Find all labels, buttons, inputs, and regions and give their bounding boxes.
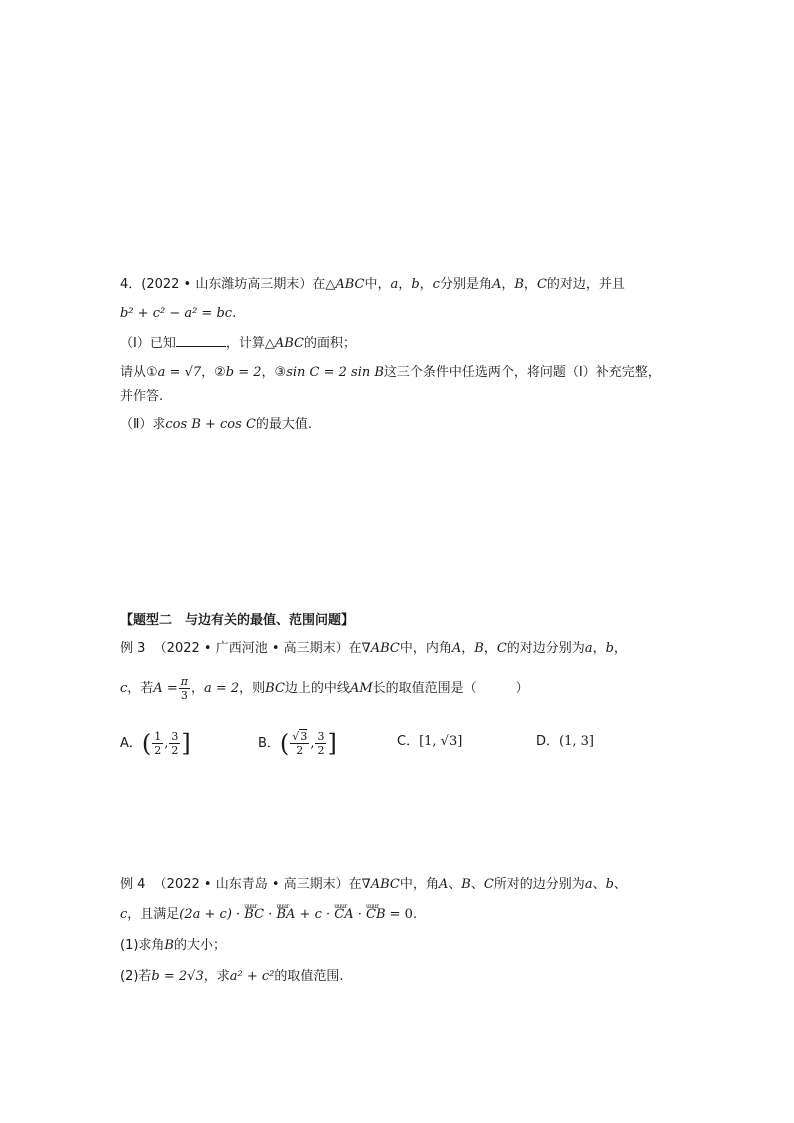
ex3-mid: 中，内角	[399, 641, 452, 656]
q4-tail: 分别是角	[439, 277, 492, 292]
ex4-mid: 中，角	[399, 877, 439, 892]
ex4-q2-prefix: (2)若	[120, 969, 152, 984]
q4-eq: b² + c² − a² = bc	[120, 306, 233, 321]
ex3-line2-prefix: ，若	[127, 681, 154, 696]
q4-cond3-prefix: ，③	[261, 365, 287, 380]
q4-part2-suffix: 的最大值.	[255, 417, 313, 432]
q4-b: b	[411, 277, 420, 292]
ex4-c: c	[120, 907, 128, 922]
ex4-line2-end: .	[412, 907, 418, 922]
q4-part1-prefix: （Ⅰ）已知	[120, 336, 176, 351]
q4-part1-tri: △ABC	[264, 336, 304, 351]
ex4-q1-prefix: (1)求角	[120, 938, 165, 953]
q4-equation: b² + c² − a² = bc.	[120, 306, 237, 321]
ex4-q2-end: 的取值范围.	[274, 969, 344, 984]
q4-part1-end: 的面积；	[304, 336, 357, 351]
ex4-vector-equation: (2a + c) · uuur BC · uuur BA + c · uuur CA · uuur CB = 0	[179, 907, 413, 922]
ex3-a: a	[584, 641, 593, 656]
q4-a: a	[390, 277, 399, 292]
q4-cond-suffix: 这三个条件中任选两个，将问题（Ⅰ）补充完整，	[383, 365, 661, 380]
ex3-pi-fraction: $\frac{\pi}{3}$	[180, 675, 188, 702]
option-d-value: (1, 3]	[559, 734, 594, 749]
ex4-q1-end: 的大小；	[173, 938, 226, 953]
ex3-cond-A: A =	[153, 681, 178, 696]
ex3-c: c	[120, 681, 128, 696]
ex3-am: AM	[349, 681, 373, 696]
ex3-source: （2022 • 广西河池 • 高三期末）在	[153, 641, 362, 656]
q4-A: A	[491, 277, 502, 292]
ex4-line1: 例 4 （2022 • 山东青岛 • 高三期末）在∇ABC中，角A、B、C所对的边分别为a、b、	[120, 877, 627, 892]
q4-triangle: △ABC	[325, 277, 365, 292]
ex4-tri: ∇ABC	[361, 877, 400, 892]
q4-cond1: a = √7	[157, 365, 202, 380]
q4-part1	[120, 332, 356, 354]
ex4-b: b	[605, 877, 614, 892]
q4-part2	[120, 415, 312, 435]
q4-end: 的对边，并且	[546, 277, 625, 292]
ex3-bc: BC	[265, 681, 285, 696]
option-c-value: [1, √3]	[419, 734, 463, 749]
q4-part2-prefix: （Ⅱ）求	[120, 417, 166, 432]
option-b-label: B．	[258, 736, 280, 751]
ex3-line1: 例 3 （2022 • 广西河池 • 高三期末）在∇ABC中，内角A，B，C的对边分别为a，b，	[120, 641, 627, 656]
q4-c: c	[432, 277, 440, 292]
ex3-tri: ∇ABC	[361, 641, 400, 656]
ex3-option-d[interactable]	[536, 730, 594, 754]
ex3-option-a[interactable]: A．( $\frac{1}{2}$ , $\frac{3}{2}$ ]	[120, 729, 191, 758]
ex4-tail: 所对的边分别为	[493, 877, 585, 892]
ex4-line2-prefix: ，且满足	[127, 907, 180, 922]
ex3-option-b[interactable]: B．( $\frac{√3}{2}$ , $\frac{3}{2}$ ]	[258, 729, 337, 758]
ex4-q2-cond: b = 2√3	[151, 969, 204, 984]
q4-cond2-prefix: ，②	[201, 365, 226, 380]
ex3-cond-a: a = 2	[203, 681, 240, 696]
q4-C: C	[536, 277, 547, 292]
ex4-line2	[120, 905, 417, 925]
q4-blank[interactable]	[176, 332, 226, 347]
ex4-q2-expr: a² + c²	[229, 969, 275, 984]
ex3-line2-mid: ，则	[239, 681, 266, 696]
q4-cond2: b = 2	[225, 365, 262, 380]
ex4-source: （2022 • 山东青岛 • 高三期末）在	[153, 877, 362, 892]
ex3-C: C	[496, 641, 507, 656]
q4-mid: 中，	[364, 277, 391, 292]
ex4-q1-B: B	[164, 938, 174, 953]
section-title: 【题型二 与边有关的最值、范围问题】	[120, 613, 355, 628]
ex3-option-c[interactable]	[397, 730, 462, 754]
q4-part1-suffix: ，计算	[225, 336, 265, 351]
ex3-B: B	[474, 641, 484, 656]
q4-cond3: sin C = 2 sin B	[286, 365, 384, 380]
ex4-A: A	[438, 877, 449, 892]
ex3-line2: c，若A = $\frac{\pi}{3}$ ，a = 2，则BC边上的中线AM长的取值范围是（ ）	[120, 675, 529, 702]
ex4-label: 例 4	[120, 877, 146, 892]
q4-line1: 4．(2022 • 山东潍坊高三期末）在△ABC中，a，b，c分别是角A，B，C的对边，并且	[120, 277, 625, 292]
option-a-label: A．	[120, 736, 142, 751]
q4-conditions	[120, 363, 661, 383]
ex3-A: A	[451, 641, 462, 656]
ex4-a: a	[584, 877, 593, 892]
q4-prefix: 4．(2022 • 山东潍坊高三期末）在	[120, 277, 326, 292]
q4-B: B	[514, 277, 524, 292]
ex3-label: 例 3	[120, 641, 146, 656]
ex3-line2-tail: 边上的中线	[284, 681, 350, 696]
ex4-C: C	[483, 877, 494, 892]
ex4-q1	[120, 936, 226, 956]
option-d-label: D．	[536, 734, 560, 749]
ex4-q2-mid: ，求	[203, 969, 230, 984]
ex3-b: b	[605, 641, 614, 656]
q4-cond-line2: 并作答.	[120, 389, 164, 404]
q4-cond-prefix: 请从①	[120, 365, 158, 380]
ex3-tail: 的对边分别为	[506, 641, 585, 656]
ex3-line2-end: 长的取值范围是（ ）	[372, 681, 529, 696]
option-c-label: C．	[397, 734, 420, 749]
q4-part2-expr: cos B + cos C	[165, 417, 256, 432]
ex4-B: B	[461, 877, 471, 892]
ex4-q2	[120, 967, 344, 987]
